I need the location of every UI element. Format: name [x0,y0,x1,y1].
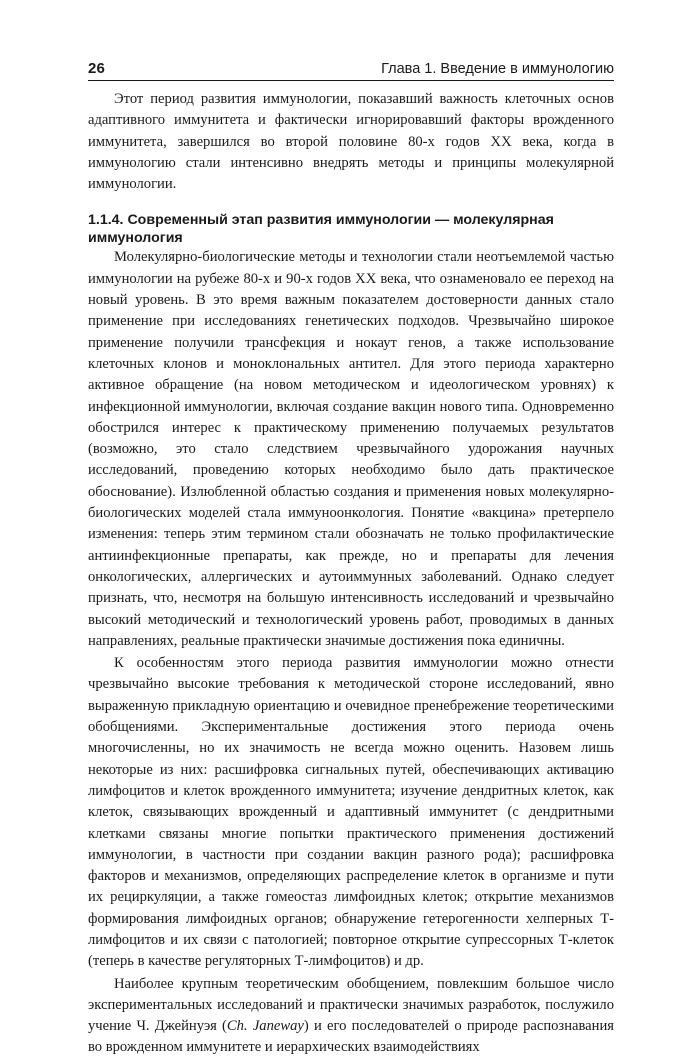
author-name-latin: Ch. Janeway [226,1018,304,1035]
intro-paragraph: Этот период развития иммунологии, показавший важность клеточных основ адаптивного иммунитета и фактически игнорировавший факторы врожденного иммунитета, завершился во второй половине 80-х годов XX века, когда в иммунологию стали интенсивно внедрять методы и принципы молекулярной иммунологии. [88,91,614,193]
header-rule [88,80,614,81]
section-heading-line-1: 1.1.4. Современный этап развития иммунологии — молекулярная [88,212,554,229]
page-body [88,89,614,1059]
paragraph-3-text-start: Наиболее крупным теоретическим обобщением, повлекшим большое число экспериментальных исследований и практически значимых разработок, послужило учение Ч. Джейнуэя ( [88,975,614,1035]
chapter-title: Глава 1. Введение в иммунологию [381,61,614,77]
section-heading-line-2: иммунология [88,229,183,246]
section-heading [88,212,614,247]
section-paragraph-2: К особенностям этого периода развития иммунологии можно отнести чрезвычайно высокие требования к методической стороне исследований, явно выраженную прикладную ориентацию и очевидное пренебрежение теоретическими обобщениями. Экспериментальные достижения этого периода очень многочисленны, но их значимость не всегда можно оценить. Назовем лишь некоторые из них: расшифровка сигнальных путей, обеспечивающих активацию лимфоцитов и клеток врожденного иммунитета; изучение дендритных клеток, как клеток, связывающих врожденный и адаптивный иммунитет (с дендритными клетками связаны многие попытки практического применения достижений иммунологии, в частности при создании вакцин разного рода); расшифровка факторов и механизмов, определяющих распределение клеток в организме и пути их рециркуляции, а также гомеостаз лимфоидных клеток; открытие механизмов формирования лимфоидных органов; обнаружение гетерогенности хелперных Т-лимфоцитов и их связи с патологией; повторное открытие супрессорных Т-клеток (теперь в качестве регуляторных Т-лимфоцитов) и др. [88,655,614,970]
section-paragraph-3 [88,974,614,1059]
section-paragraph-1: Молекулярно-биологические методы и технологии стали неотъемлемой частью иммунологии на рубеже 80-х и 90-х годов XX века, что ознаменовало ее переход на новый уровень. В это время важным показателем достоверности данных стало применение при исследованиях генетических подходов. Чрезвычайно широкое применение получили трансфекция и нокаут генов, а также использование клеточных клонов и моноклональных антител. Для этого периода характерно активное обращение (на новом методическом и идеологическом уровнях) к инфекционной иммунологии, включая создание вакцин нового типа. Одновременно обострился интерес к практическому применению получаемых результатов (возможно, это стало следствием чрезвычайного удорожания научных исследований, проведению которых необходимо было дать практическое обоснование). Излюбленной областью создания и применения новых молекулярно-биологических моделей стала иммуноонкология. Понятие «вакцина» претерпело изменения: теперь этим термином стали обозначать не только профилактические антиинфекционные препараты, как прежде, но и препараты для лечения онкологических, аллергических и аутоиммунных заболеваний. Однако следует признать, что, несмотря на большую интенсивность исследований и чрезвычайно высокий методический и технологический уровень работ, проводимых в данных направлениях, реальные практически значимые достижения пока единичны. [88,249,614,649]
paragraph-3-text-end: ) и его последователей о природе распознавания во врожденном иммунитете и иерархических взаимодействиях [88,1018,614,1056]
page-number: 26 [88,60,106,77]
running-head [88,55,614,77]
